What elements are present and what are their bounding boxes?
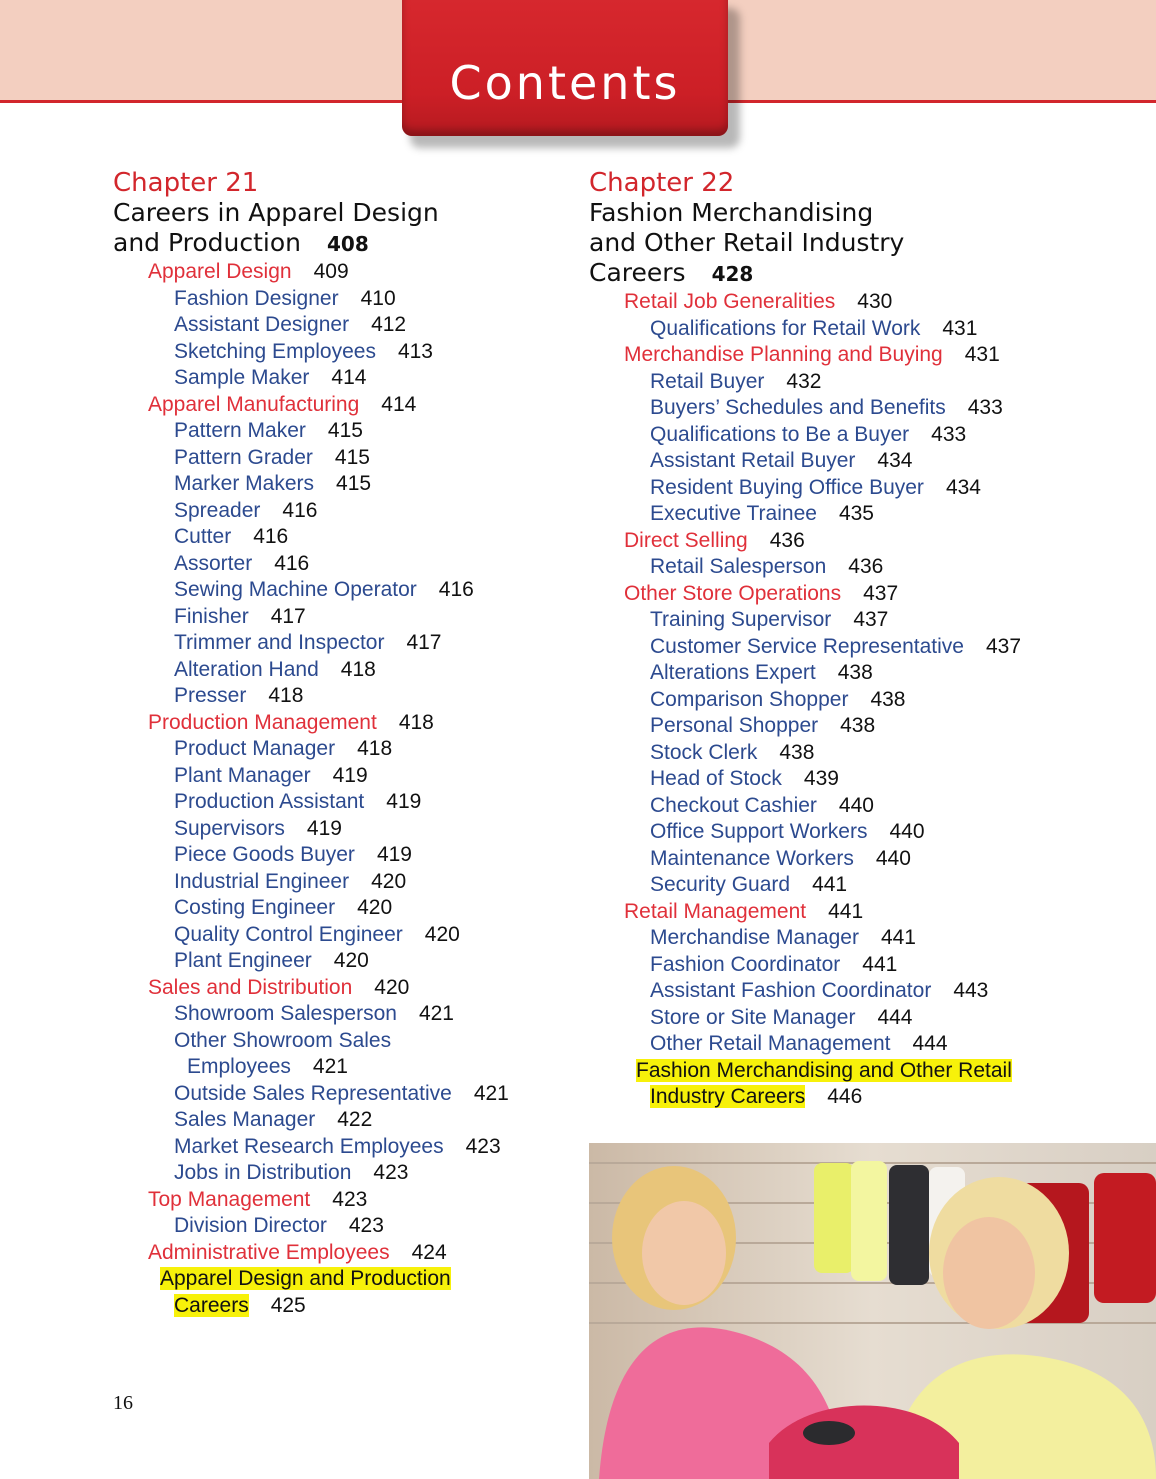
toc-section[interactable]	[589, 528, 1149, 555]
entry-text: Apparel Design and Production	[160, 1267, 451, 1290]
page-title: Contents	[449, 56, 681, 110]
toc-subsection[interactable]	[113, 339, 553, 366]
entry-page: 443	[953, 979, 989, 1002]
entry-text: Head of Stock	[650, 767, 782, 790]
entry-page: 418	[268, 684, 304, 707]
chapter-title-line: Fashion Merchandising	[589, 198, 874, 227]
entry-text: Cutter	[174, 525, 232, 548]
toc-subsection-continued[interactable]	[113, 1054, 553, 1081]
entry-page: 437	[985, 634, 1022, 658]
entry-text: Careers	[174, 1293, 249, 1317]
toc-section[interactable]	[113, 1240, 553, 1267]
entry-text: Alteration Hand	[174, 657, 319, 681]
entry-text: Qualifications to Be a Buyer	[650, 422, 910, 446]
entry-text: Retail Management	[624, 899, 807, 923]
entry-page: 438	[779, 740, 815, 764]
toc-section[interactable]	[113, 259, 553, 286]
chapter-22-column	[589, 168, 1149, 1111]
entry-text: Training Supervisor	[650, 608, 832, 631]
entry-text: Supervisors	[174, 816, 285, 840]
toc-subsection[interactable]	[589, 501, 1149, 528]
entry-text: Fashion Designer	[174, 286, 339, 310]
chapter-title-text: Careers	[589, 258, 686, 287]
entry-text: Stock Clerk	[650, 740, 758, 764]
entry-page: 437	[863, 581, 899, 605]
toc-subsection[interactable]	[589, 395, 1149, 422]
entry-text: Piece Goods Buyer	[174, 843, 355, 866]
chapter-title-line	[113, 228, 553, 259]
entry-page: 435	[838, 502, 874, 525]
entry-text: Quality Control Engineer	[174, 922, 403, 946]
toc-section[interactable]	[589, 342, 1149, 369]
entry-page: 417	[270, 604, 306, 628]
entry-page: 420	[424, 922, 460, 946]
toc-subsection[interactable]	[113, 1081, 553, 1108]
entry-text: Plant Manager	[174, 763, 311, 787]
entry-page: 416	[274, 551, 310, 575]
entry-page: 423	[465, 1134, 501, 1158]
page-number: 16	[113, 1392, 133, 1414]
toc-subsection[interactable]	[113, 842, 553, 869]
entry-page: 416	[253, 525, 289, 548]
entry-page: 434	[877, 449, 913, 472]
entry-text: Sketching Employees	[174, 339, 376, 363]
chapter-21-column	[113, 168, 553, 1319]
entry-page: 440	[838, 793, 874, 817]
entry-page: 423	[332, 1187, 368, 1211]
entry-text: Direct Selling	[624, 528, 748, 552]
toc-subsection[interactable]	[589, 448, 1149, 475]
entry-text: Industry Careers	[650, 1085, 806, 1108]
entry-page: 431	[964, 343, 1000, 366]
entry-page: 412	[371, 313, 407, 336]
entry-text: Apparel Manufacturing	[148, 392, 360, 416]
toc-subsection[interactable]	[113, 418, 553, 445]
entry-text: Customer Service Representative	[650, 634, 964, 658]
entry-page: 421	[312, 1055, 348, 1078]
entry-page: 415	[334, 445, 370, 469]
entry-page: 420	[371, 869, 407, 893]
toc-subsection[interactable]	[113, 551, 553, 578]
toc-subsection[interactable]	[113, 948, 553, 975]
entry-page: 436	[848, 555, 884, 578]
entry-page: 425	[270, 1293, 306, 1317]
entry-page: 419	[386, 790, 422, 813]
toc-highlighted-entry-continued[interactable]	[589, 1084, 1149, 1111]
entry-page: 441	[880, 926, 916, 949]
toc-subsection[interactable]	[589, 634, 1149, 661]
toc-subsection[interactable]	[589, 607, 1149, 634]
entry-text: Maintenance Workers	[650, 846, 854, 870]
entry-page: 433	[931, 422, 967, 446]
entry-text: Buyers’ Schedules and Benefits	[650, 396, 946, 419]
entry-text: Personal Shopper	[650, 714, 819, 737]
toc-subsection[interactable]	[589, 872, 1149, 899]
entry-page: 437	[853, 608, 889, 631]
entry-page: 423	[373, 1161, 409, 1184]
entry-text: Product Manager	[174, 737, 336, 760]
entry-text: Resident Buying Office Buyer	[650, 475, 924, 499]
toc-subsection[interactable]	[589, 819, 1149, 846]
toc-subsection[interactable]	[589, 766, 1149, 793]
toc-subsection[interactable]	[589, 1031, 1149, 1058]
entry-page: 430	[857, 290, 893, 313]
toc-section[interactable]	[589, 899, 1149, 926]
toc-subsection[interactable]	[113, 1001, 553, 1028]
entry-page: 419	[376, 843, 412, 866]
entry-page: 414	[331, 366, 367, 389]
entry-page: 444	[877, 1005, 913, 1029]
entry-text: Other Retail Management	[650, 1032, 891, 1055]
entry-page: 410	[360, 286, 396, 310]
toc-subsection[interactable]	[113, 630, 553, 657]
entry-text: Outside Sales Representative	[174, 1081, 452, 1105]
toc-highlighted-entry[interactable]	[589, 1058, 1149, 1085]
entry-text: Production Assistant	[174, 790, 365, 813]
toc-subsection[interactable]	[113, 657, 553, 684]
entry-text: Sample Maker	[174, 366, 310, 389]
entry-text: Apparel Design	[148, 260, 292, 283]
entry-text: Employees	[187, 1055, 291, 1078]
toc-subsection[interactable]	[589, 952, 1149, 979]
toc-subsection[interactable]	[589, 554, 1149, 581]
toc-section[interactable]	[113, 975, 553, 1002]
entry-page: 415	[327, 419, 363, 442]
entry-text: Comparison Shopper	[650, 687, 849, 711]
entry-text: Sales and Distribution	[148, 975, 353, 999]
entry-page: 438	[840, 714, 876, 737]
entry-page: 438	[837, 661, 873, 684]
entry-text: Market Research Employees	[174, 1134, 444, 1158]
entry-page: 420	[357, 896, 393, 919]
entry-page: 433	[967, 396, 1003, 419]
toc-subsection[interactable]	[589, 422, 1149, 449]
toc-subsection[interactable]	[113, 763, 553, 790]
entry-page: 418	[398, 710, 434, 734]
entry-page: 414	[381, 392, 417, 416]
chapter-title-line	[589, 258, 1149, 289]
entry-text: Fashion Merchandising and Other Retail	[636, 1058, 1012, 1082]
toc-highlighted-entry[interactable]	[113, 1266, 553, 1293]
entry-page: 418	[357, 737, 393, 760]
entry-text: Costing Engineer	[174, 896, 336, 919]
toc-subsection[interactable]	[113, 445, 553, 472]
toc-section[interactable]	[113, 392, 553, 419]
entry-page: 420	[374, 975, 410, 999]
entry-text: Checkout Cashier	[650, 793, 817, 817]
entry-text: Assistant Fashion Coordinator	[650, 979, 932, 1002]
toc-subsection[interactable]	[113, 498, 553, 525]
toc-subsection[interactable]	[113, 471, 553, 498]
entry-page: 441	[862, 952, 898, 976]
entry-text: Other Showroom Sales	[174, 1028, 392, 1052]
entry-page: 419	[332, 763, 368, 787]
entry-text: Assorter	[174, 551, 253, 575]
entry-text: Alterations Expert	[650, 661, 816, 684]
entry-page: 423	[348, 1214, 384, 1237]
chapter-title-text: and Production	[113, 228, 301, 257]
toc-subsection[interactable]	[113, 524, 553, 551]
chapter-title-line: Careers in Apparel Design	[113, 198, 439, 227]
toc-subsection[interactable]	[589, 978, 1149, 1005]
entry-text: Security Guard	[650, 873, 791, 896]
toc-subsection[interactable]	[113, 789, 553, 816]
entry-text: Trimmer and Inspector	[174, 631, 385, 654]
toc-highlighted-entry-continued[interactable]	[113, 1293, 553, 1320]
entry-page: 444	[912, 1032, 948, 1055]
store-photo	[589, 1143, 1156, 1479]
entry-text: Merchandise Manager	[650, 926, 859, 949]
entry-page: 416	[282, 498, 318, 522]
entry-text: Sales Manager	[174, 1108, 316, 1131]
entry-page: 436	[769, 528, 805, 552]
entry-text: Assistant Retail Buyer	[650, 449, 856, 472]
entry-text: Finisher	[174, 604, 249, 628]
store-photo-illustration	[589, 1143, 1156, 1479]
entry-text: Division Director	[174, 1214, 327, 1237]
entry-text: Sewing Machine Operator	[174, 578, 417, 601]
toc-subsection[interactable]	[113, 286, 553, 313]
entry-text: Spreader	[174, 498, 261, 522]
chapter-title-line: and Other Retail Industry	[589, 228, 905, 257]
chapter-label: Chapter 22	[589, 168, 735, 198]
entry-text: Store or Site Manager	[650, 1005, 856, 1029]
entry-page: 418	[340, 657, 376, 681]
toc-subsection[interactable]	[113, 736, 553, 763]
toc-subsection[interactable]	[113, 1160, 553, 1187]
entry-page: 413	[397, 339, 433, 363]
toc-subsection[interactable]	[589, 316, 1149, 343]
entry-text: Top Management	[148, 1187, 311, 1211]
entry-page: 432	[786, 369, 822, 393]
entry-text: Presser	[174, 684, 247, 707]
entry-text: Retail Salesperson	[650, 555, 827, 578]
entry-text: Merchandise Planning and Buying	[624, 343, 943, 366]
entry-text: Other Store Operations	[624, 581, 842, 605]
toc-subsection[interactable]	[589, 740, 1149, 767]
entry-text: Administrative Employees	[148, 1240, 390, 1264]
toc-subsection[interactable]	[113, 683, 553, 710]
entry-page: 446	[827, 1085, 863, 1108]
entry-page: 421	[418, 1002, 454, 1025]
toc-subsection[interactable]	[113, 1134, 553, 1161]
entry-text: Production Management	[148, 710, 377, 734]
entry-page: 420	[333, 949, 369, 972]
toc-section[interactable]	[113, 710, 553, 737]
toc-subsection[interactable]	[113, 312, 553, 339]
toc-subsection[interactable]	[113, 922, 553, 949]
entry-page: 416	[438, 578, 474, 601]
toc-subsection[interactable]	[589, 687, 1149, 714]
entry-page: 441	[828, 899, 864, 923]
toc-subsection[interactable]	[589, 660, 1149, 687]
toc-section[interactable]	[589, 581, 1149, 608]
chapter-label: Chapter 21	[113, 168, 259, 198]
toc-subsection[interactable]	[113, 577, 553, 604]
toc-list	[589, 289, 1149, 1111]
entry-text: Retail Job Generalities	[624, 290, 836, 313]
toc-subsection[interactable]	[113, 604, 553, 631]
toc-subsection[interactable]	[589, 713, 1149, 740]
entry-page: 415	[336, 472, 372, 495]
entry-text: Pattern Grader	[174, 445, 313, 469]
entry-text: Assistant Designer	[174, 313, 350, 336]
entry-text: Qualifications for Retail Work	[650, 316, 921, 340]
entry-text: Office Support Workers	[650, 820, 868, 843]
entry-page: 417	[406, 631, 442, 654]
entry-text: Fashion Coordinator	[650, 952, 841, 976]
toc-subsection[interactable]	[113, 816, 553, 843]
toc-section[interactable]	[113, 1187, 553, 1214]
toc-section[interactable]	[589, 289, 1149, 316]
toc-subsection[interactable]	[589, 846, 1149, 873]
entry-page: 409	[313, 260, 349, 283]
entry-page: 424	[411, 1240, 447, 1264]
entry-text: Retail Buyer	[650, 369, 765, 393]
toc-subsection[interactable]	[113, 1107, 553, 1134]
entry-text: Marker Makers	[174, 472, 315, 495]
entry-page: 441	[812, 873, 848, 896]
toc-list	[113, 259, 553, 1319]
toc-subsection[interactable]	[113, 1213, 553, 1240]
chapter-page: 408	[327, 232, 369, 256]
entry-text: Industrial Engineer	[174, 869, 350, 893]
entry-text: Jobs in Distribution	[174, 1161, 352, 1184]
entry-text: Plant Engineer	[174, 949, 312, 972]
entry-page: 422	[337, 1108, 373, 1131]
toc-subsection[interactable]	[589, 925, 1149, 952]
entry-page: 439	[803, 767, 839, 790]
toc-subsection[interactable]	[589, 369, 1149, 396]
entry-page: 431	[942, 316, 978, 340]
toc-subsection[interactable]	[589, 475, 1149, 502]
toc-subsection[interactable]	[113, 869, 553, 896]
entry-text: Executive Trainee	[650, 502, 817, 525]
toc-subsection[interactable]	[589, 1005, 1149, 1032]
toc-subsection[interactable]	[113, 365, 553, 392]
entry-page: 438	[870, 687, 906, 711]
entry-text: Pattern Maker	[174, 419, 306, 442]
entry-page: 421	[473, 1081, 509, 1105]
toc-subsection[interactable]	[589, 793, 1149, 820]
entry-page: 434	[945, 475, 981, 499]
toc-subsection[interactable]	[113, 1028, 553, 1055]
entry-page: 419	[306, 816, 342, 840]
entry-page: 440	[889, 820, 925, 843]
entry-text: Showroom Salesperson	[174, 1002, 397, 1025]
chapter-page: 428	[711, 262, 754, 286]
entry-page: 440	[875, 846, 911, 870]
toc-subsection[interactable]	[113, 895, 553, 922]
